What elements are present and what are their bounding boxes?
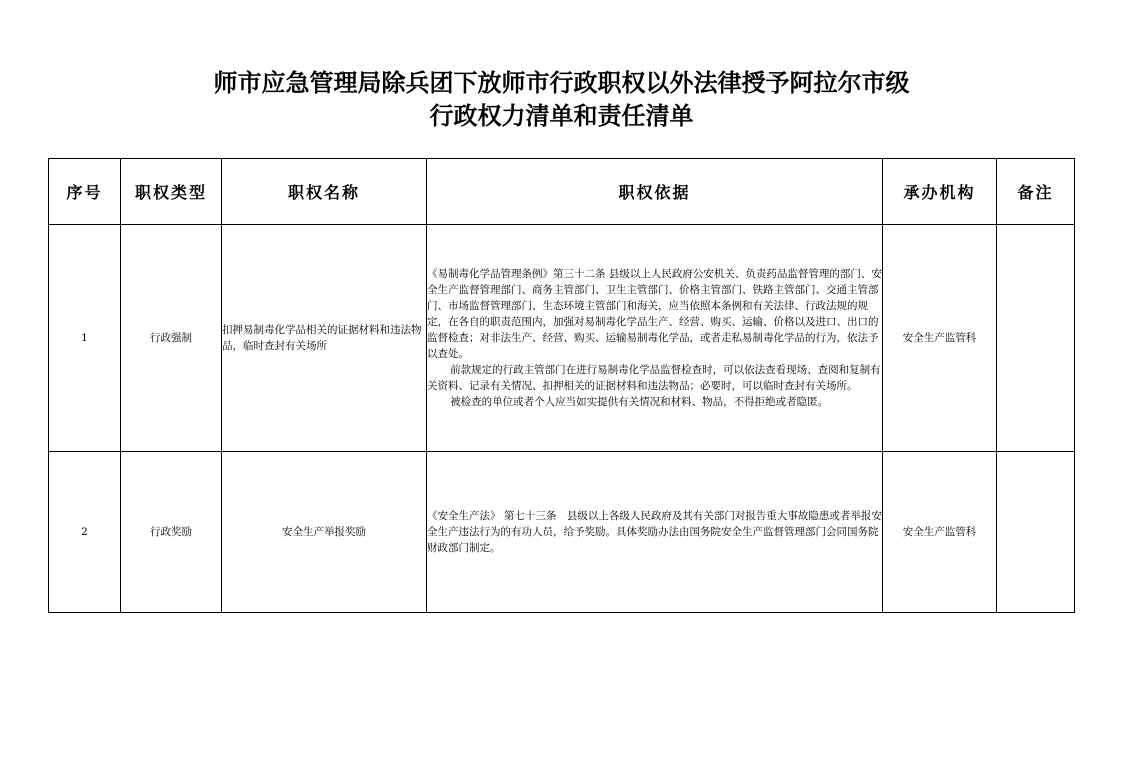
cell-name: 安全生产举报奖励 xyxy=(222,452,427,613)
document-title-line2: 行政权力清单和责任清单 xyxy=(429,101,694,130)
table-header-row xyxy=(49,159,1075,225)
cell-basis xyxy=(427,225,883,452)
document-title-line1: 师市应急管理局除兵团下放师市行政职权以外法律授予阿拉尔市级 xyxy=(213,68,910,97)
cell-basis xyxy=(427,452,883,613)
power-list-table xyxy=(48,158,1075,613)
header-name: 职权名称 xyxy=(222,159,427,225)
header-seq: 序号 xyxy=(49,159,121,225)
basis-paragraph-1: 《安全生产法》 第七十三条 县级以上各级人民政府及其有关部门对报告重大事故隐患或者举报安全生产违法行为的有功人员，给予奖励。具体奖励办法由国务院安全生产监督管理部门会同国务院财政部门制定。 xyxy=(427,510,882,554)
header-type: 职权类型 xyxy=(121,159,222,225)
cell-remark xyxy=(997,452,1075,613)
header-agency: 承办机构 xyxy=(883,159,997,225)
cell-agency: 安全生产监管科 xyxy=(883,452,997,613)
cell-agency: 安全生产监管科 xyxy=(883,225,997,452)
table-row xyxy=(49,452,1075,613)
header-basis: 职权依据 xyxy=(427,159,883,225)
basis-paragraph-3: 被检查的单位或者个人应当如实提供有关情况和材料、物品，不得拒绝或者隐匿。 xyxy=(450,396,829,408)
table-row xyxy=(49,225,1075,452)
cell-seq: 2 xyxy=(49,452,121,613)
cell-name: 扣押易制毒化学品相关的证据材料和违法物品，临时查封有关场所 xyxy=(222,225,427,452)
cell-remark xyxy=(997,225,1075,452)
cell-type: 行政强制 xyxy=(121,225,222,452)
header-remark: 备注 xyxy=(997,159,1075,225)
basis-paragraph-1: 《易制毒化学品管理条例》第三十二条 县级以上人民政府公安机关、负责药品监督管理的部门、安全生产监督管理部门、商务主管部门、卫生主管部门、价格主管部门、铁路主管部门、交通主管部门、市场监督管理部门、生态环境主管部门和海关，应当依照本条例和有关法律、行政法规的规定，在各自的职责范围内，加强对易制毒化学品生产、经营、购买、运输、价格以及进口、出口的监督检查；对非法生产、经营、购买、运输易制毒化学品，或者走私易制毒化学品的行为，依法予以查处。 xyxy=(427,268,882,360)
cell-type: 行政奖励 xyxy=(121,452,222,613)
basis-paragraph-2: 前款规定的行政主管部门在进行易制毒化学品监督检查时，可以依法查看现场、查阅和复制有关资料、记录有关情况、扣押相关的证据材料和违法物品；必要时，可以临时查封有关场所。 xyxy=(427,364,881,392)
cell-seq: 1 xyxy=(49,225,121,452)
